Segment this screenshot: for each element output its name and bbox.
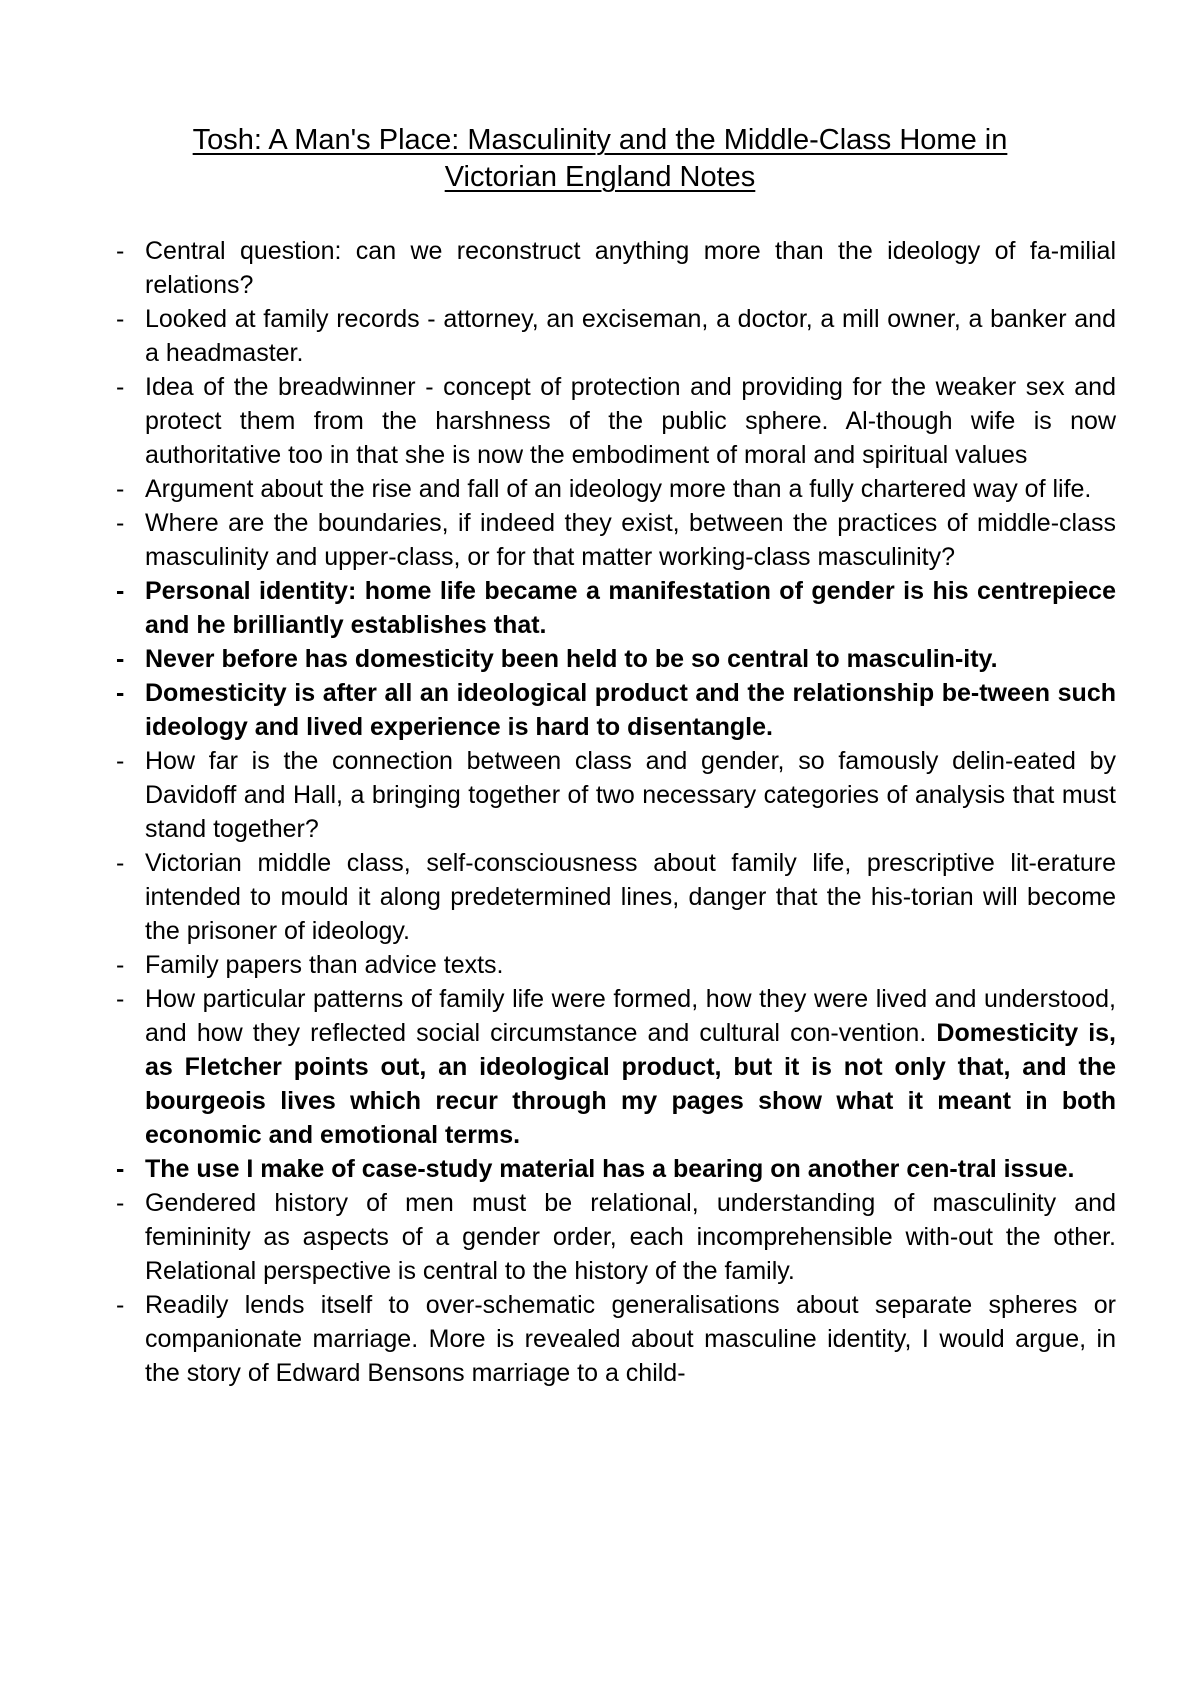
page-title <box>110 122 1090 196</box>
bullet-dash: - <box>116 747 125 775</box>
note-text: Victorian middle class, self-consciousness about family life, prescriptive lit-erature intended to mould it along predetermined lines, danger that the his-torian will become the prisoner of ideology. <box>145 849 1116 945</box>
note-text: How far is the connection between class and gender, so famously delin-eated by Davidoff and Hall, a bringing together of two necessary categories of analysis that must stand together? <box>145 747 1116 843</box>
title-line-2: Victorian England Notes <box>444 161 756 193</box>
note-text: Domesticity is after all an ideological product and the relationship be-tween such ideology and lived experience is hard to disentangle. <box>145 679 1116 741</box>
note-item <box>116 370 1116 472</box>
bullet-dash: - <box>116 849 125 877</box>
note-text: The use I make of case-study material has a bearing on another cen-tral issue. <box>145 1155 1075 1183</box>
note-item <box>116 234 1116 302</box>
bullet-dash: - <box>116 305 125 333</box>
note-item <box>116 744 1116 846</box>
bullet-dash: - <box>116 679 125 707</box>
bullet-dash: - <box>116 951 125 979</box>
note-text: How particular patterns of family life were formed, how they were lived and understood, and how they reflected social circumstance and cultural con-vention. <box>145 985 1116 1047</box>
bullet-dash: - <box>116 1155 125 1183</box>
note-item <box>116 1288 1116 1390</box>
note-item <box>116 1186 1116 1288</box>
note-item-bold <box>116 676 1116 744</box>
note-item <box>116 472 1116 506</box>
bullet-dash: - <box>116 373 125 401</box>
note-text: Argument about the rise and fall of an ideology more than a fully chartered way of life. <box>145 475 1092 503</box>
bullet-dash: - <box>116 1291 125 1319</box>
bullet-dash: - <box>116 1189 125 1217</box>
bullet-dash: - <box>116 645 125 673</box>
note-item <box>116 302 1116 370</box>
note-text: Family papers than advice texts. <box>145 951 504 979</box>
bullet-dash: - <box>116 475 125 503</box>
note-item <box>116 982 1116 1152</box>
note-text-bold: Domesticity is, as Fletcher points out, an ideological product, but it is not only that, and the bourgeois lives which recur through my pages show what it meant in both economic and emotional terms. <box>145 1019 1117 1149</box>
note-item-bold <box>116 574 1116 642</box>
note-item-bold <box>116 642 1116 676</box>
note-text: Idea of the breadwinner - concept of protection and providing for the weaker sex and protect them from the harshness of the public sphere. Al-though wife is now authoritative too in that she is now the embodiment of moral and spiritual values <box>145 373 1116 469</box>
note-text: Central question: can we reconstruct anything more than the ideology of fa-milial relations? <box>145 237 1116 299</box>
bullet-dash: - <box>116 985 125 1013</box>
note-text: Gendered history of men must be relational, understanding of masculinity and femininity as aspects of a gender order, each incomprehensible with-out the other. Relational perspective is central to the history of the family. <box>145 1189 1116 1285</box>
note-item <box>116 948 1116 982</box>
note-text: Never before has domesticity been held to be so central to masculin-ity. <box>145 645 998 673</box>
note-item <box>116 506 1116 574</box>
note-item-bold <box>116 1152 1116 1186</box>
notes-list <box>116 234 1116 1390</box>
note-item <box>116 846 1116 948</box>
note-text: Where are the boundaries, if indeed they exist, between the practices of middle-class masculinity and upper-class, or for that matter working-class masculinity? <box>145 509 1116 571</box>
title-line-1: Tosh: A Man's Place: Masculinity and the Middle-Class Home in <box>192 124 1008 156</box>
bullet-dash: - <box>116 237 125 265</box>
note-text: Looked at family records - attorney, an exciseman, a doctor, a mill owner, a banker and a headmaster. <box>145 305 1116 367</box>
bullet-dash: - <box>116 509 125 537</box>
note-text: Readily lends itself to over-schematic generalisations about separate spheres or companionate marriage. More is revealed about masculine identity, I would argue, in the story of Edward Bensons marriage to a child- <box>145 1291 1116 1387</box>
bullet-dash: - <box>116 577 125 605</box>
note-text: Personal identity: home life became a manifestation of gender is his centrepiece and he brilliantly establishes that. <box>145 577 1116 639</box>
